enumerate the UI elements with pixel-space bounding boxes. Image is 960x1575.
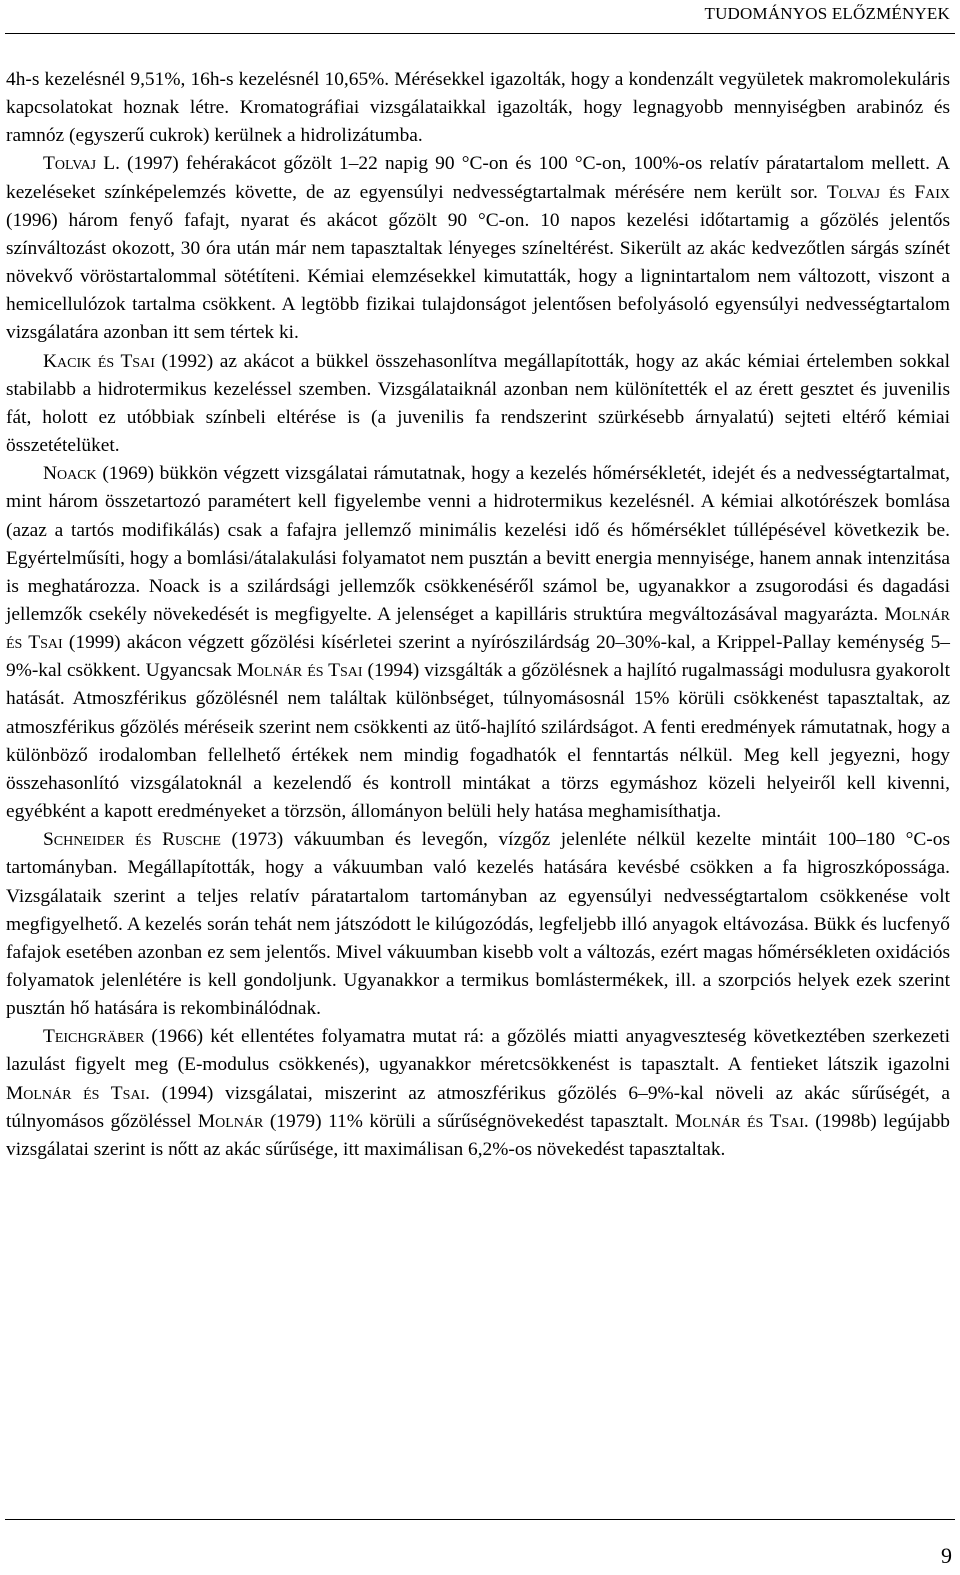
author-name: Molnár és Tsai.	[675, 1110, 809, 1132]
author-name: Kacik és Tsai	[43, 350, 155, 372]
paragraph-1	[6, 66, 950, 150]
author-name: Teichgräber	[43, 1026, 145, 1048]
paragraph-text: (1992) az akácot a bükkel összehasonlítva megállapították, hogy az akác kémiai értelemben sokkal stabilabb a hidrotermikus kezeléssel szemben. Vizsgálataiknál azonban nem különítették el az érett gesztet és juvenilis fát, holott ez utóbbiak színbeli eltérése is (a juvenilis fa rendszerint szürkésebb árnyalatú) sejteti eltérő kémiai összetételüket.	[6, 350, 950, 457]
page-number: 9	[941, 1543, 952, 1568]
paragraph-text: (1966) két ellentétes folyamatra mutat rá: a gőzölés miatti anyagveszteség következtében szerkezeti lazulást figyelt meg (E-modulus csökkenés), ugyanakkor méretcsökkenést is tapasztalt. A fentieket látszik igazolni	[6, 1026, 950, 1076]
paragraph-text: (1973) vákuumban és levegőn, vízgőz jelenléte nélkül kezelte mintáit 100–180 °C-os tartományban. Megállapították, hogy a vákuumban való kezelés hatására kevésbé csökken a fa higroszkópossága. Vizsgálataik szerint a teljes relatív páratartalom tartományban az egyensúlyi nedvességtartalom csökkenése volt megfigyelhető. A kezelés során tehát nem játszódott le kilúgozódás, legfeljebb illó anyagok eltávozása. Bükk és lucfenyő fafajok esetében azonban ez sem jelentős. Mivel vákuumban kisebb volt a változás, ezért magas hőmérsékleten oxidációs folyamatok jelenlétére is kell gondoljunk. Ugyanakkor a termikus bomlástermékek, ill. a szorpciós helyek ezek szerint pusztán hő hatására is rekombinálódnak.	[6, 829, 951, 1020]
paragraph-text: (1994) vizsgálták a gőzölésnek a hajlító rugalmassági modulusra gyakorolt hatását. Atmoszférikus gőzölésnél nem találtak különbséget, túlnyomásosnál 15% körüli csökkenést tapasztaltak, az atmoszférikus gőzölés méréseik szerint nem csökkenti az ütő-hajlító szilárdságot. A fenti eredmények rámutatnak, hogy a különböző irodalomban fellelhető értékek nem mindig fogadhatók el fenntartás nélkül. Meg kell jegyezni, hogy összehasonlító vizsgálatoknál a kezelendő és kontroll mintákat a törzs egymáshoz közeli helyeiről kell kivenni, egyébként a kapott eredményeket a törzsön, állományon belüli hely hatása meghamisíthatja.	[6, 660, 950, 823]
footer-rule	[5, 1519, 955, 1520]
paragraph-3	[6, 348, 950, 461]
author-name: Molnár és Tsai.	[6, 1082, 151, 1104]
paragraph-4	[6, 460, 950, 826]
author-name: Tolvaj és Faix	[826, 181, 950, 203]
author-name: Schneider és Rusche	[43, 829, 221, 851]
running-header-title: TUDOMÁNYOS ELŐZMÉNYEK	[704, 4, 950, 23]
paragraph-6	[6, 1023, 950, 1164]
paragraph-text: (1998b) legújabb vizsgálatai szerint is nőtt az akác sűrűsége, itt maximálisan 6,2%-os növekedést tapasztaltak.	[6, 1110, 950, 1160]
author-name: Molnár	[197, 1110, 264, 1132]
paragraph-text: (1969) bükkön végzett vizsgálatai rámutatnak, hogy a kezelés hőmérsékletét, idejét és a nedvességtartalmat, mint három összetartozó paramétert kell figyelembe venni a hidrotermikus kezelésnél. A kémiai alkotórészek bomlása (azaz a tartós modifikálás) csak a fafajra jellemző minimális kezelési idő és hőmérséklet túllépésével következik be. Egyértelműsíti, hogy a bomlási/átalakulási folyamatot nem pusztán a bevitt energia mennyisége, hanem annak intenzitása is meghatározza. Noack is a szilárdsági jellemzők csökkenéséről számol be, ugyanakkor a zsugorodási és dagadási jellemzők csekély növekedését is megfigyelte. A jelenséget a kapilláris struktúra megváltozásával magyarázta.	[6, 463, 950, 625]
paragraph-text: 4h-s kezelésnél 9,51%, 16h-s kezelésnél 10,65%. Mérésekkel igazolták, hogy a kondenzált vegyületek makromolekuláris kapcsolatokat hoznak létre. Kromatográfiai vizsgálataikkal igazolták, hogy legnagyobb mennyiségben arabinóz és ramnóz (egyszerű cukrok) kerülnek a hidrolizátumba.	[6, 69, 950, 147]
paragraph-text: (1999) akácon végzett gőzölési kísérletei szerint a nyírószilárdság 20–30%-kal, a Krippel-Pallay keménység 5–9%-kal csökkent. Ugyancsak	[6, 632, 950, 682]
header-rule	[5, 33, 955, 34]
author-name: Molnár és Tsai	[236, 660, 363, 682]
paragraph-text: (1996) három fenyő fafajt, nyarat és akácot gőzölt 90 °C-on. 10 napos kezelési időtartamig a gőzölés jelentős színváltozást okozott, 30 óra után már nem tapasztaltak lényeges színeltérést. Sikerült az akác kedvezőtlen sárgás színét növekvő vöröstartalommal sötétíteni. Kémiai elemzésekkel kimutatták, hogy a lignintartalom nem változott, viszont a hemicellulózok tartalma csökkent. A legtöbb fizikai tulajdonságot jelentősen befolyásoló egyensúlyi nedvességtartalom vizsgálatára azonban itt sem tértek ki.	[6, 209, 950, 344]
author-name: Tolvaj L.	[43, 153, 120, 175]
author-name: Molnár és Tsai	[6, 603, 950, 654]
paragraph-5	[6, 826, 950, 1023]
author-name: Noack	[43, 463, 97, 485]
paragraph-text: (1997) fehérakácot gőzölt 1–22 napig 90 °C-on és 100 °C-on, 100%-os relatív páratartalom mellett. A kezeléseket színképelemzés követte, de az egyensúlyi nedvességtartalmak mérésére nem került sor.	[6, 153, 950, 203]
body-text	[6, 66, 950, 1164]
paragraph-text: (1979) 11% körüli a sűrűségnövekedést tapasztalt.	[263, 1110, 675, 1132]
paragraph-text: (1994) vizsgálatai, miszerint az atmoszférikus gőzölés 6–9%-kal növeli az akác sűrűségét, a túlnyomásos gőzöléssel	[6, 1082, 950, 1132]
paragraph-2	[6, 150, 950, 347]
